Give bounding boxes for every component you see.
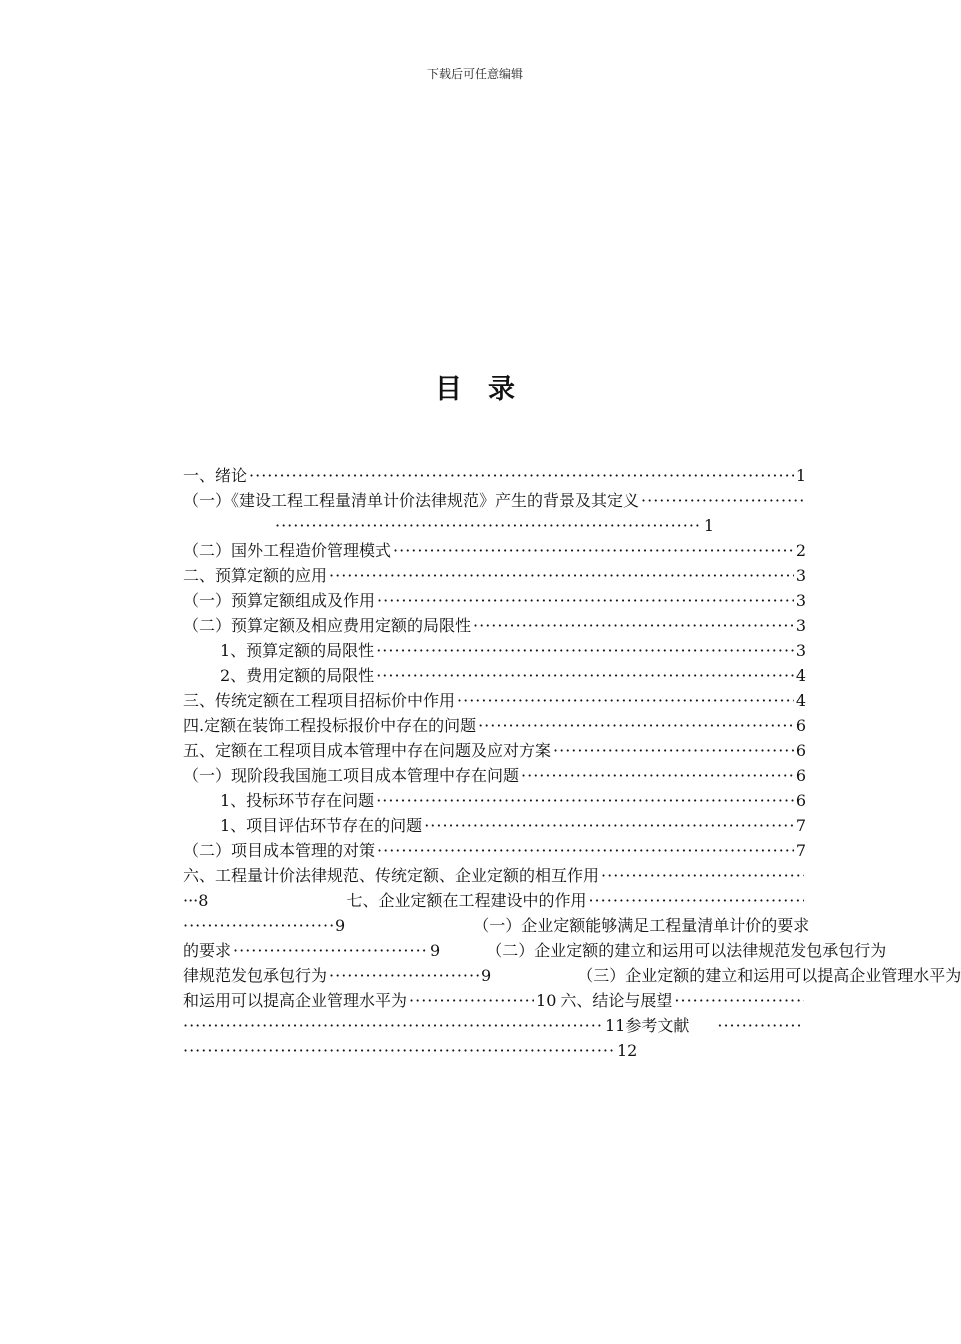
toc-entry-title: （一）预算定额组成及作用 (183, 591, 376, 610)
toc-leader-dots (376, 788, 794, 813)
toc-entry-page: 4 (795, 691, 806, 710)
toc-entry[interactable] (183, 613, 806, 638)
toc-leader-dots (329, 963, 479, 988)
toc-entry[interactable] (183, 788, 806, 813)
toc-entry-page: 6 (795, 791, 806, 810)
toc-entry[interactable] (183, 813, 806, 838)
toc-flow-line (183, 913, 810, 938)
toc-entry[interactable] (183, 538, 806, 563)
toc-entry-title: （二）预算定额及相应费用定额的局限性 (183, 616, 472, 635)
toc-entry-title: （一）《建设工程工程量清单计价法律规范》产生的背景及其定义 (183, 491, 640, 510)
toc-entry-title: 六、工程量计价法律规范、传统定额、企业定额的相互作用 (183, 866, 600, 885)
toc-entry[interactable] (183, 738, 806, 763)
toc-leader-dots (473, 613, 794, 638)
toc-entry[interactable] (183, 563, 806, 588)
toc-entry-title: （二）国外工程造价管理模式 (183, 541, 392, 560)
toc-entry-page: 10 (536, 991, 557, 1010)
toc-entry[interactable] (183, 688, 806, 713)
toc-leader-dots (183, 1038, 615, 1063)
toc-entry[interactable] (183, 863, 806, 888)
toc-entry-title[interactable]: （三）企业定额的建立和运用可以提高企业管理水平为 (577, 966, 961, 985)
toc-entry-page: 3 (795, 641, 806, 660)
toc-leader-dots (409, 988, 534, 1013)
toc-leader-dots (521, 763, 794, 788)
toc-entry-title: 1、预算定额的局限性 (220, 641, 375, 660)
toc-entry[interactable] (183, 588, 806, 613)
toc-leader-dots (233, 938, 428, 963)
toc-entry-title: 1、投标环节存在问题 (220, 791, 375, 810)
toc-entry-title: 1、项目评估环节存在的问题 (220, 816, 423, 835)
toc-entry[interactable] (183, 838, 806, 863)
page-header: 下载后可任意编辑 (426, 67, 523, 81)
toc-entry-page: 9 (335, 916, 346, 935)
toc-entry-page: 1 (795, 466, 806, 485)
toc-entry-page: 11 (605, 1016, 626, 1035)
toc-entry-page: 1 (703, 516, 714, 535)
toc-entry-title: 五、定额在工程项目成本管理中存在问题及应对方案 (183, 741, 552, 760)
toc-entry-title: 四.定额在装饰工程投标报价中存在的问题 (183, 716, 477, 735)
toc-entry[interactable] (183, 663, 806, 688)
toc-entry-title-continued: 和运用可以提高企业管理水平为 (183, 991, 408, 1010)
toc-flow-line (183, 1038, 806, 1063)
toc-flow-line (183, 1013, 806, 1038)
toc-entry-title-continued: 的要求 (183, 941, 232, 960)
toc-entry-page: 9 (430, 941, 441, 960)
toc-leader-dots (183, 913, 333, 938)
toc-entry-title: 一、绪论 (183, 466, 248, 485)
toc-entry-page: 9 (481, 966, 492, 985)
toc-entry[interactable] (183, 763, 806, 788)
toc-entry[interactable] (183, 638, 806, 663)
toc-entry-page: 8 (198, 891, 209, 910)
toc-entry-page: 7 (795, 841, 806, 860)
toc-flow-line (183, 888, 806, 913)
toc-entry-title[interactable]: 六、结论与展望 (560, 991, 673, 1010)
toc-entry[interactable] (183, 713, 806, 738)
toc-entry-title[interactable]: （一）企业定额能够满足工程量清单计价的要求 (473, 916, 810, 935)
toc-entry-title: 2、费用定额的局限性 (220, 666, 375, 685)
toc-entry-title[interactable]: 参考文献 (625, 1016, 690, 1035)
toc-entry-page: 3 (795, 566, 806, 585)
toc-leader-dots (641, 488, 804, 513)
table-of-contents (183, 463, 961, 1063)
toc-leader-dots (588, 888, 804, 913)
toc-flow-line (183, 938, 887, 963)
toc-leader-dots (249, 463, 794, 488)
toc-leader-dots (674, 988, 804, 1013)
toc-entry-title: （二）项目成本管理的对策 (183, 841, 376, 860)
toc-leader-dots (377, 838, 794, 863)
toc-leader-dots (376, 638, 794, 663)
toc-leader-dots: ··· (183, 891, 199, 910)
toc-leader-dots (377, 588, 794, 613)
toc-leader-dots (424, 813, 794, 838)
toc-entry-page: 6 (795, 741, 806, 760)
toc-leader-dots (717, 1013, 804, 1038)
toc-entry-title[interactable]: （二）企业定额的建立和运用可以法律规范发包承包行为 (486, 941, 887, 960)
toc-leader-dots (393, 538, 794, 563)
toc-entry-page: 12 (617, 1041, 638, 1060)
toc-flow-line (183, 988, 806, 1013)
toc-entry-title[interactable]: 七、企业定额在工程建设中的作用 (346, 891, 587, 910)
page-title: 目录 (435, 374, 541, 405)
toc-leader-dots (329, 563, 794, 588)
toc-entry-title: （一）现阶段我国施工项目成本管理中存在问题 (183, 766, 520, 785)
toc-entry[interactable] (183, 488, 806, 513)
toc-leader-dots (376, 663, 794, 688)
toc-entry-title: 二、预算定额的应用 (183, 566, 328, 585)
toc-entry-page: 6 (795, 766, 806, 785)
toc-entry-page: 3 (795, 591, 806, 610)
toc-entry-page: 4 (795, 666, 806, 685)
toc-entry-title-continued: 律规范发包承包行为 (183, 966, 328, 985)
toc-entry-continuation[interactable] (183, 513, 714, 538)
toc-entry-page: 2 (795, 541, 806, 560)
toc-entry-page: 7 (795, 816, 806, 835)
toc-leader-dots (601, 863, 804, 888)
toc-entry[interactable] (183, 463, 806, 488)
toc-entry-title: 三、传统定额在工程项目招标价中作用 (183, 691, 456, 710)
toc-flow-line (183, 963, 961, 988)
toc-leader-dots (275, 513, 702, 538)
toc-leader-dots (553, 738, 794, 763)
toc-leader-dots (183, 1013, 603, 1038)
toc-entry-page: 6 (795, 716, 806, 735)
toc-leader-dots (478, 713, 794, 738)
toc-entry-page: 3 (795, 616, 806, 635)
toc-leader-dots (457, 688, 794, 713)
